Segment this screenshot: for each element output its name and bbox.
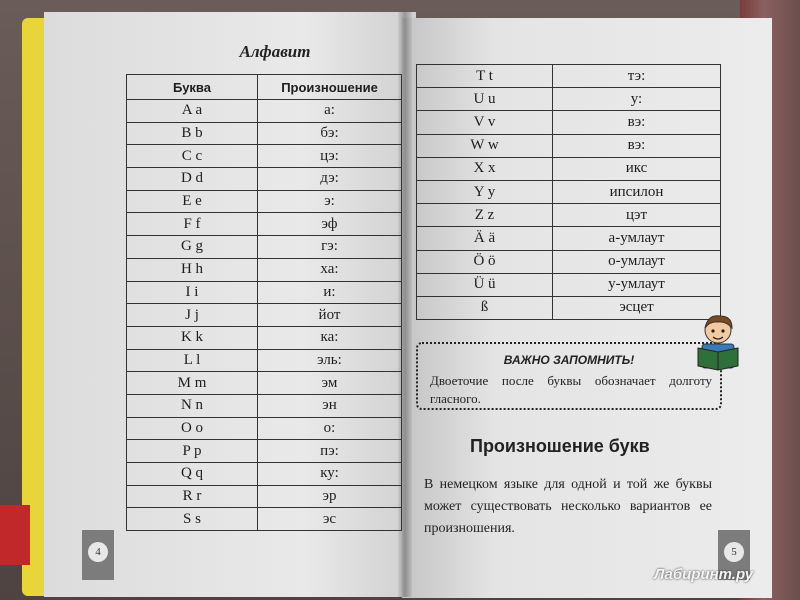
letter-cell: W w [417,134,553,157]
letter-cell: O o [127,417,258,440]
letter-cell: I i [127,281,258,304]
letter-cell: G g [127,236,258,259]
pronunciation-cell: ку: [258,463,402,486]
letter-cell: C c [127,145,258,168]
pronunciation-cell: у: [553,88,721,111]
alphabet-table-right [416,64,721,320]
pronunciation-cell: ха: [258,258,402,281]
table-row [127,508,402,531]
letter-cell: Z z [417,204,553,227]
table-row [127,122,402,145]
table-row [417,204,721,227]
letter-cell: ß [417,296,553,319]
letter-cell: P p [127,440,258,463]
pronunciation-cell: цэт [553,204,721,227]
letter-cell: Y y [417,180,553,203]
pronunciation-cell: эс [258,508,402,531]
pronunciation-cell: цэ: [258,145,402,168]
table-row [127,304,402,327]
pronunciation-paragraph: В немецком языке для одной и той же буквы может существовать несколько вариантов ее произношения. [424,477,712,536]
pronunciation-cell: гэ: [258,236,402,259]
pronunciation-cell: эн [258,394,402,417]
table-row [127,326,402,349]
table-row [127,100,402,123]
letter-cell: Ü ü [417,273,553,296]
letter-cell: L l [127,349,258,372]
letter-cell: D d [127,168,258,191]
pronunciation-cell: эф [258,213,402,236]
letter-cell: V v [417,111,553,134]
pronunciation-cell: эм [258,372,402,395]
table-row [417,273,721,296]
page-number-right: 5 [724,542,744,562]
pronunciation-cell: бэ: [258,122,402,145]
table-row [417,88,721,111]
letter-cell: T t [417,65,553,88]
table-header-row [127,75,402,100]
pronunciation-cell: о: [258,417,402,440]
boy-reading-illustration [690,312,746,372]
pronunciation-cell: вэ: [553,111,721,134]
table-row [127,258,402,281]
pronunciation-cell: а: [258,100,402,123]
notice-text: Двоеточие после буквы обозначает долготу гласного. [430,373,712,406]
letter-cell: B b [127,122,258,145]
letter-cell: Q q [127,463,258,486]
table-row [417,250,721,273]
table-row [127,281,402,304]
table-row [417,227,721,250]
table-row [417,157,721,180]
table-row [127,394,402,417]
table-row [127,463,402,486]
pronunciation-cell: вэ: [553,134,721,157]
table-row [417,296,721,319]
pronunciation-cell: а-умлаут [553,227,721,250]
letter-cell: A a [127,100,258,123]
table-row [417,111,721,134]
letter-cell: Ö ö [417,250,553,273]
notice-title: ВАЖНО ЗАПОМНИТЬ! [503,353,635,367]
letter-cell: E e [127,190,258,213]
letter-cell: U u [417,88,553,111]
bookmark-ribbon [0,505,30,565]
table-row [127,236,402,259]
pronunciation-cell: и: [258,281,402,304]
table-row [127,145,402,168]
table-row [417,180,721,203]
pronunciation-cell: о-умлаут [553,250,721,273]
pronunciation-cell: эр [258,485,402,508]
pronunciation-cell: у-умлаут [553,273,721,296]
letter-cell: R r [127,485,258,508]
column-header-pronunciation: Произношение [258,75,402,100]
pronunciation-cell: эль: [258,349,402,372]
pronunciation-cell: икс [553,157,721,180]
letter-cell: Ä ä [417,227,553,250]
pronunciation-cell: э: [258,190,402,213]
watermark-logo: Лабиринт.ру [654,566,754,583]
table-row [127,349,402,372]
table-row [127,168,402,191]
page-number-left: 4 [88,542,108,562]
letter-cell: S s [127,508,258,531]
pronunciation-cell: ка: [258,326,402,349]
letter-cell: H h [127,258,258,281]
table-row [417,134,721,157]
letter-cell: K k [127,326,258,349]
pronunciation-cell: дэ: [258,168,402,191]
pronunciation-cell: йот [258,304,402,327]
table-row [127,213,402,236]
letter-cell: M m [127,372,258,395]
table-row [127,417,402,440]
table-row [127,190,402,213]
pronunciation-cell: пэ: [258,440,402,463]
pronunciation-cell: тэ: [553,65,721,88]
page-number-badge-left [82,530,114,580]
pronunciation-cell: ипсилон [553,180,721,203]
table-row [127,372,402,395]
pronunciation-cell: эсцет [553,296,721,319]
letter-cell: J j [127,304,258,327]
letter-cell: N n [127,394,258,417]
alphabet-title: Алфавит [239,42,311,61]
important-notice-box [416,342,722,410]
table-row [127,485,402,508]
letter-cell: F f [127,213,258,236]
section-heading: Произношение букв [470,436,650,456]
column-header-letter: Буква [127,75,258,100]
letter-cell: X x [417,157,553,180]
alphabet-table-left [126,74,402,531]
table-row [127,440,402,463]
table-row [417,65,721,88]
